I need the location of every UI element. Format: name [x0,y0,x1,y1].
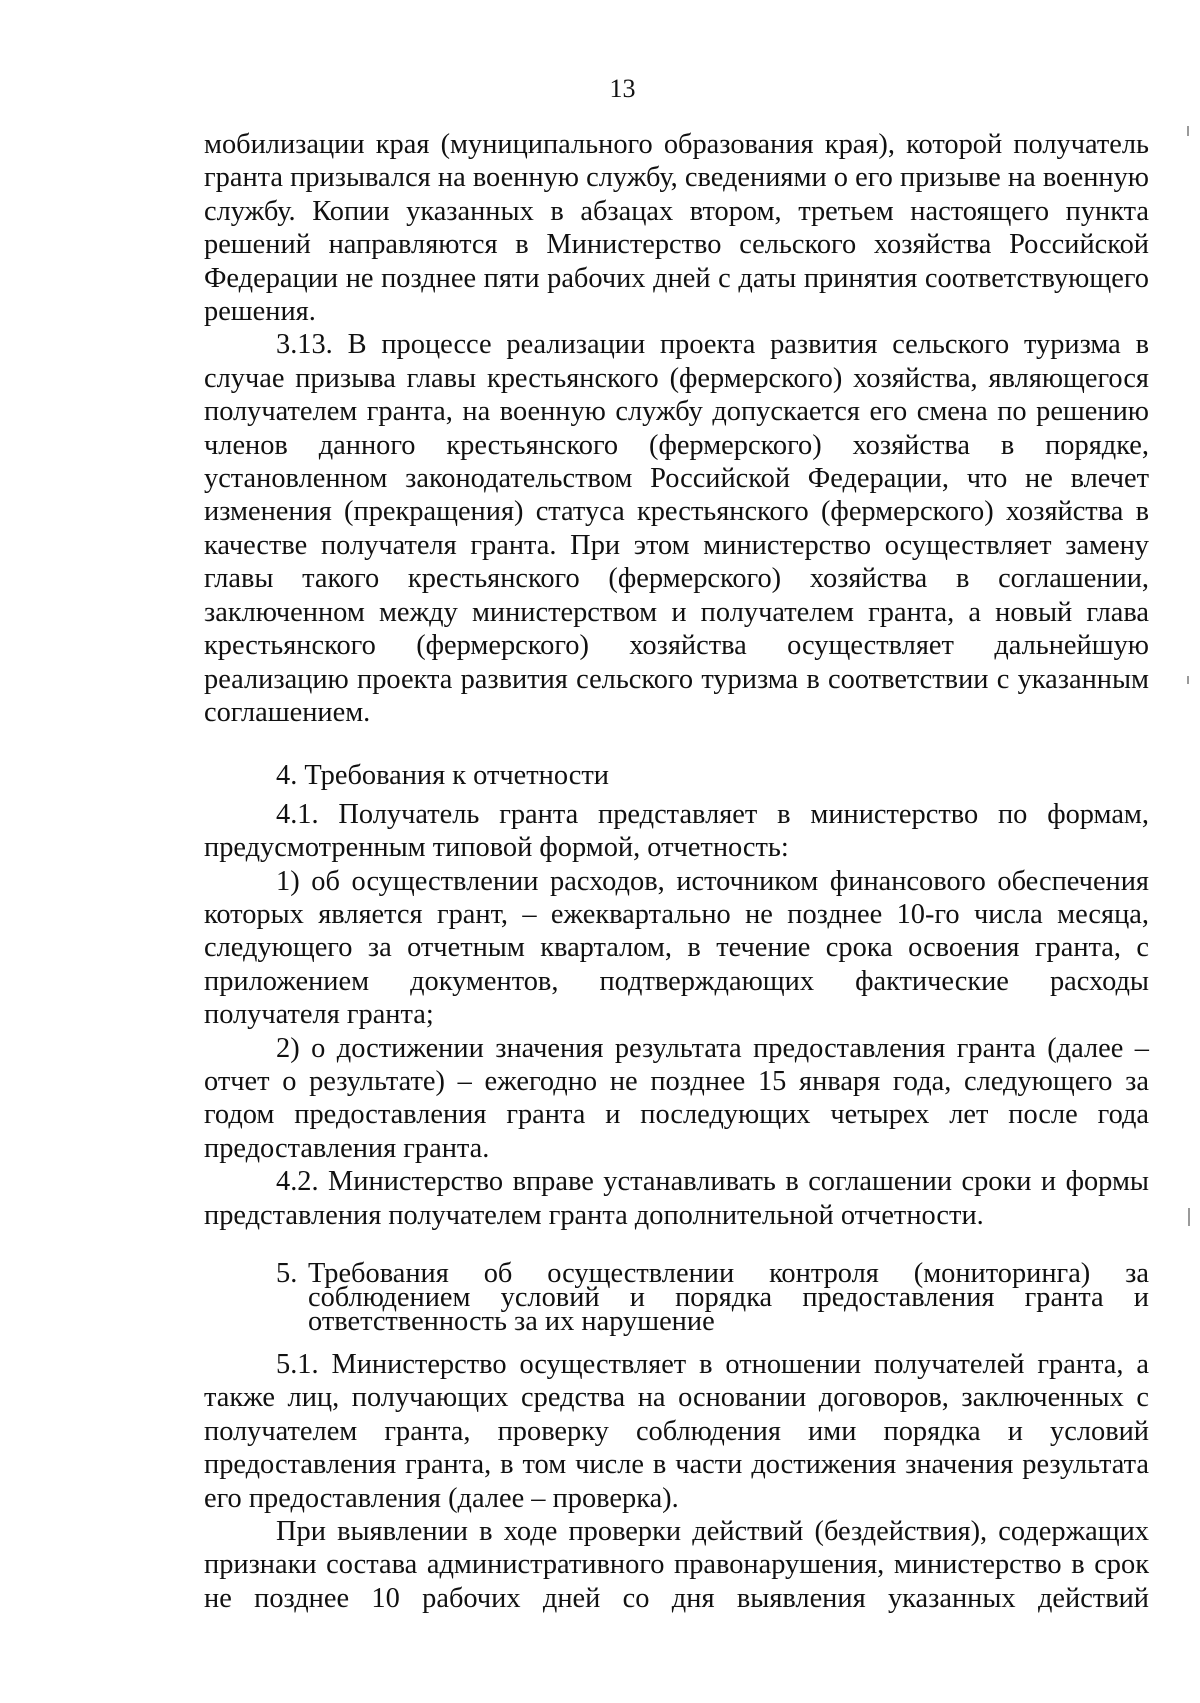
section-5-title-line-1: Требования об осуществлении контроля (мониторинга) за [308,1258,1149,1289]
paragraph-4-1-item-1: 1) об осуществлении расходов, источником финансового обеспечения которых является грант, – ежеквартально не позднее 10-го числа месяца, следующего за отчетным кварталом, в течение срока освоения гранта, с приложением документов, подтверждающих фактические расходы получателя гранта; [204,865,1149,1031]
scan-margin-mark [1188,1208,1190,1226]
section-4-heading: 4. Требования к отчетности [276,760,609,792]
paragraph-continuation: мобилизации края (муниципального образования края), которой получатель гранта призывался на военную службу, сведениями о его призыве на военную службу. Копии указанных в абзацах втором, третьем настоящего пункта решений направляются в Министерство сельского хозяйства Российской Федерации не позднее пяти рабочих дней с даты принятия соответствующего решения. [204,129,1149,328]
paragraph-4-1: 4.1. Получатель гранта представляет в министерство по формам, предусмотренным типовой формой, отчетность: [204,798,1149,864]
paragraph-4-2: 4.2. Министерство вправе устанавливать в соглашении сроки и формы представления получателем гранта дополнительной отчетности. [204,1166,1149,1231]
scan-margin-mark [1187,126,1189,136]
paragraph-3-13: 3.13. В процессе реализации проекта развития сельского туризма в случае призыва главы крестьянского (фермерского) хозяйства, являющегося получателем гранта, на военную службу допускается его смена по решению членов данного крестьянского (фермерского) хозяйства в порядке, установленном законодательством Российской Федерации, что не влечет изменения (прекращения) статуса крестьянского (фермерского) хозяйства в качестве получателя гранта. При этом министерство осуществляет замену главы такого крестьянского (фермерского) хозяйства в соглашении, заключенном между министерством и получателем гранта, а новый глава крестьянского (фермерского) хозяйства осуществляет дальнейшую реализацию проекта развития сельского туризма в соответствии с указанным соглашением. [204,329,1149,728]
section-5-number: 5. [276,1258,298,1289]
section-5-heading [204,1258,1149,1337]
page-number: 13 [609,74,636,103]
document-body [204,128,1149,1615]
paragraph-5-1: 5.1. Министерство осуществляет в отношении получателей гранта, а также лиц, получающих средства на основании договоров, заключенных с получателем гранта, проверку соблюдения ими порядка и условий предоставления гранта, в том числе в части достижения значения результата его предоставления (далее – проверка). [204,1349,1149,1514]
section-5-title-line-2: соблюдением условий и порядка предоставления гранта и [308,1282,1149,1313]
paragraph-4-1-item-2: 2) о достижении значения результата предоставления гранта (далее – отчет о результате) – ежегодно не позднее 15 января года, следующего за годом предоставления гранта и последующих четырех лет после года предоставления гранта. [204,1032,1149,1164]
scan-margin-mark [1187,676,1189,684]
section-5-title [308,1258,1149,1337]
section-5-title-line-3: ответственность за их нарушение [308,1306,715,1337]
paragraph-5-1-continued: При выявлении в ходе проверки действий (бездействия), содержащих признаки состава административного правонарушения, министерство в срок не позднее 10 рабочих дней со дня выявления указанных действий [204,1516,1149,1614]
